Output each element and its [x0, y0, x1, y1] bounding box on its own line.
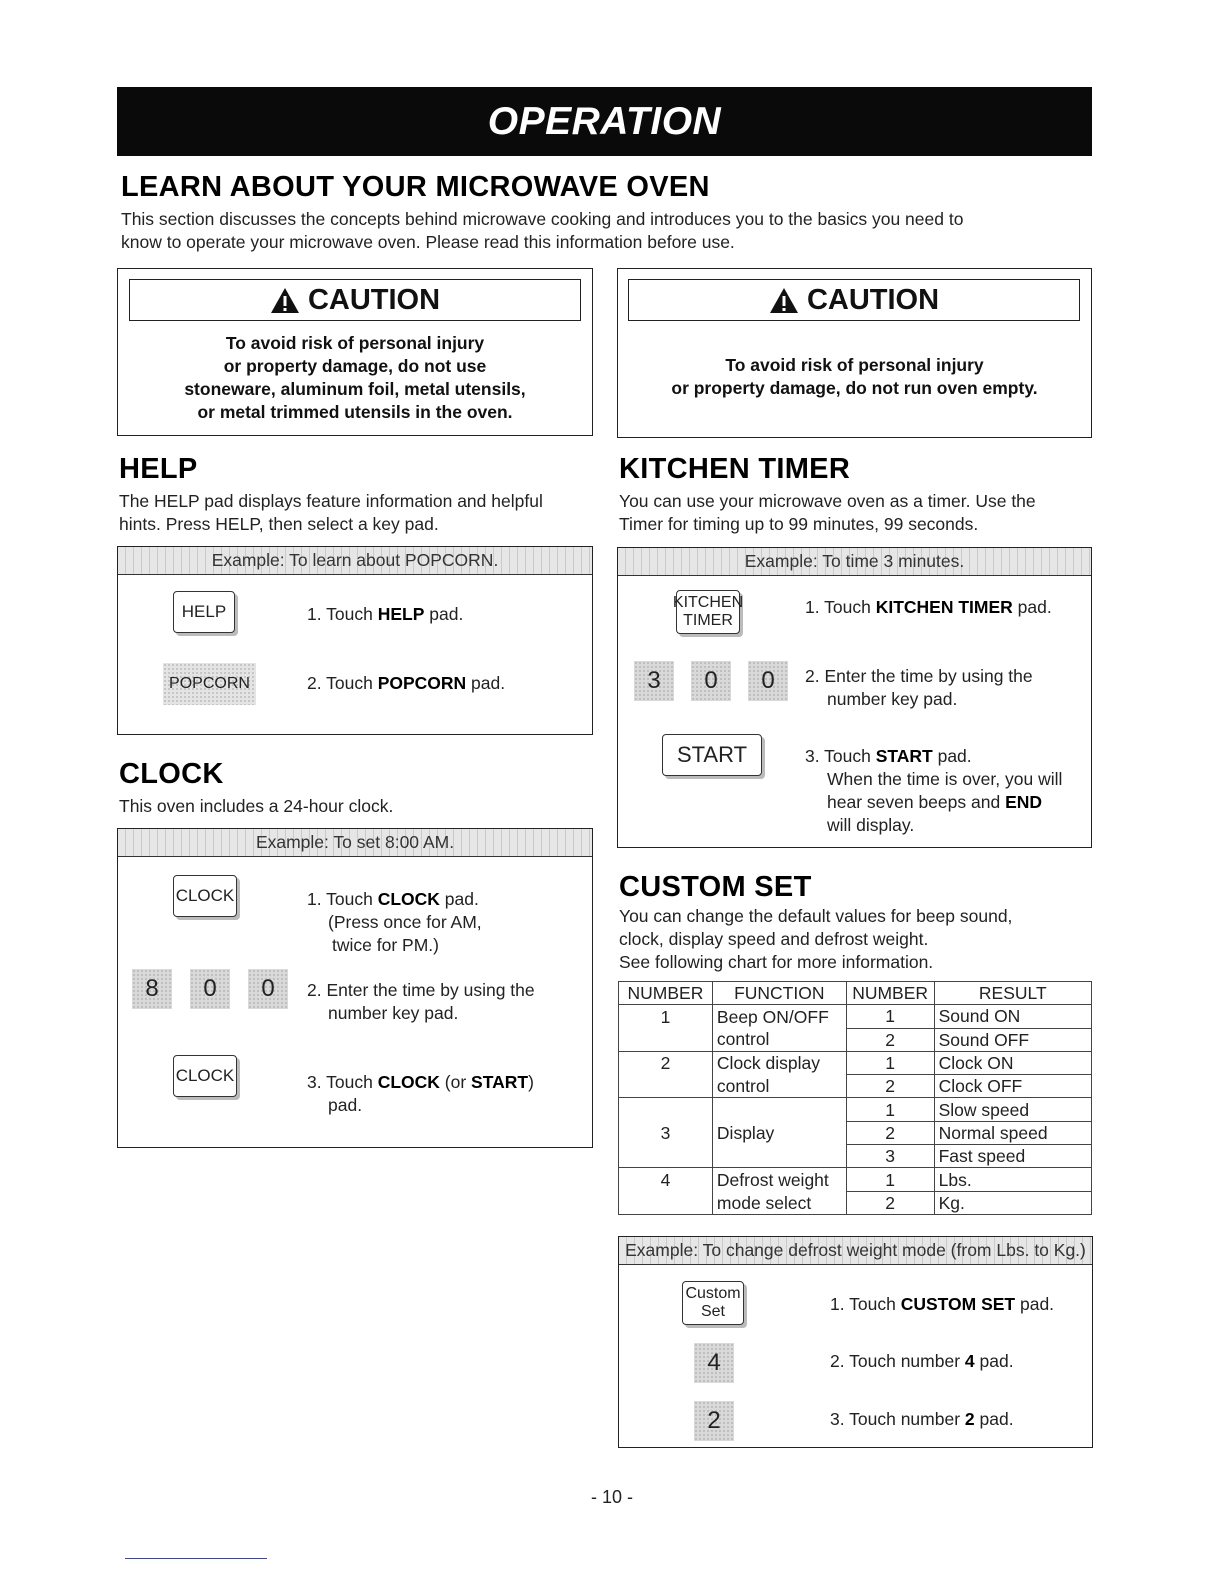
cell: 1 — [619, 1005, 713, 1028]
caution-line: stoneware, aluminum foil, metal utensils, — [184, 379, 526, 399]
custom-step2: 2. Touch number 4 pad. — [830, 1351, 1014, 1371]
caution-heading-right — [628, 279, 1080, 321]
timer-desc-line2: Timer for timing up to 99 minutes, 99 seconds. — [619, 514, 979, 534]
timer-step3-line3: hear seven beeps and END — [827, 792, 1043, 812]
cell: Kg. — [934, 1191, 1091, 1214]
cell: Display — [712, 1098, 846, 1168]
footer-divider — [125, 1558, 267, 1559]
cell: Normal speed — [934, 1121, 1091, 1144]
help-example-banner: Example: To learn about POPCORN. — [118, 547, 592, 575]
clock-step2-line1: 2. Enter the time by using the — [307, 980, 535, 1000]
table-row — [619, 1168, 1092, 1191]
cell: Sound OFF — [934, 1028, 1091, 1051]
timer-section-title: KITCHEN TIMER — [619, 453, 851, 485]
cell: Beep ON/OFF — [712, 1005, 846, 1028]
caution-line: To avoid risk of personal injury — [225, 333, 485, 353]
custom-desc-line1: You can change the default values for beep sound, — [619, 906, 1013, 926]
pad-label: Set — [700, 1303, 725, 1320]
cell: 1 — [846, 1168, 934, 1191]
clock-step1-line2: (Press once for AM, — [328, 912, 482, 932]
clock-example-box — [117, 828, 593, 1148]
custom-desc-line2: clock, display speed and defrost weight. — [619, 929, 929, 949]
custom-set-pad-icon — [682, 1281, 744, 1325]
caution-heading-left — [129, 279, 581, 321]
learn-intro-line1: This section discusses the concepts behind microwave cooking and introduces you to the basics you need to — [121, 209, 964, 229]
cell: 1 — [846, 1051, 934, 1074]
caution-line: To avoid risk of personal injury — [725, 355, 984, 375]
cell: Clock OFF — [934, 1075, 1091, 1098]
warning-triangle-icon — [769, 287, 799, 314]
custom-set-table — [618, 981, 1092, 1215]
kitchen-timer-pad-icon — [672, 590, 744, 634]
cell: 3 — [619, 1098, 713, 1168]
key-0-icon: 0 — [691, 661, 731, 701]
table-row — [619, 1075, 1092, 1098]
caution-line: or property damage, do not run oven empty. — [671, 378, 1038, 398]
key-3-icon: 3 — [634, 661, 674, 701]
pad-label: TIMER — [683, 612, 733, 629]
custom-desc-line3: See following chart for more information. — [619, 952, 934, 972]
help-section-title: HELP — [119, 453, 198, 485]
warning-triangle-icon — [270, 287, 300, 314]
header-bar — [117, 87, 1092, 156]
page-number: - 10 - — [590, 1487, 633, 1507]
key-4-icon: 4 — [694, 1343, 734, 1383]
start-pad-icon: START — [662, 734, 762, 776]
custom-example-banner: Example: To change defrost weight mode (from Lbs. to Kg.) — [619, 1237, 1092, 1265]
clock-step3-line2: pad. — [328, 1095, 363, 1115]
caution-line: or metal trimmed utensils in the oven. — [197, 402, 513, 422]
cell: control — [712, 1075, 846, 1098]
timer-step3-line4: will display. — [827, 815, 915, 835]
cell: 1 — [846, 1098, 934, 1121]
timer-step3-line2: When the time is over, you will — [827, 769, 1063, 789]
caution-line: or property damage, do not use — [223, 356, 487, 376]
cell — [619, 1028, 713, 1051]
col-header: RESULT — [934, 982, 1091, 1005]
clock-step3: 3. Touch CLOCK (or START) — [307, 1072, 534, 1092]
clock-pad-icon: CLOCK — [173, 875, 237, 917]
cell: Lbs. — [934, 1168, 1091, 1191]
timer-step1: 1. Touch KITCHEN TIMER pad. — [805, 597, 1052, 617]
cell: 4 — [619, 1168, 713, 1191]
timer-step2-line2: number key pad. — [827, 689, 958, 709]
clock-step2-line2: number key pad. — [328, 1003, 459, 1023]
help-desc-line1: The HELP pad displays feature information and helpful — [119, 491, 543, 511]
cell: Clock display — [712, 1051, 846, 1074]
cell: control — [712, 1028, 846, 1051]
timer-example-banner: Example: To time 3 minutes. — [618, 548, 1091, 576]
table-row — [619, 1191, 1092, 1214]
clock-step1-line3: twice for PM.) — [332, 935, 439, 955]
custom-step3: 3. Touch number 2 pad. — [830, 1409, 1014, 1429]
cell — [619, 1075, 713, 1098]
cell: 2 — [846, 1075, 934, 1098]
cell: 3 — [846, 1145, 934, 1168]
caution-box-left — [117, 268, 593, 436]
cell: Clock ON — [934, 1051, 1091, 1074]
timer-step3: 3. Touch START pad. — [805, 746, 972, 766]
table-row — [619, 1028, 1092, 1051]
cell: 2 — [846, 1191, 934, 1214]
col-header: NUMBER — [846, 982, 934, 1005]
caution-label: CAUTION — [307, 283, 441, 316]
clock-section-title: CLOCK — [119, 758, 224, 790]
pad-label: Custom — [685, 1285, 741, 1302]
table-row — [619, 1051, 1092, 1074]
learn-section-title: LEARN ABOUT YOUR MICROWAVE OVEN — [121, 171, 710, 203]
cell: Sound ON — [934, 1005, 1091, 1028]
help-step2: 2. Touch POPCORN pad. — [307, 673, 506, 693]
cell: mode select — [712, 1191, 846, 1214]
key-8-icon: 8 — [132, 969, 172, 1009]
caution-text-right — [618, 354, 1091, 400]
caution-text-left — [118, 332, 592, 424]
cell: 2 — [846, 1028, 934, 1051]
clock-example-banner: Example: To set 8:00 AM. — [118, 829, 592, 857]
custom-step1: 1. Touch CUSTOM SET pad. — [830, 1294, 1055, 1314]
help-example-box — [117, 546, 593, 735]
pad-label: KITCHEN — [672, 594, 744, 611]
col-header: NUMBER — [619, 982, 713, 1005]
key-0-icon: 0 — [190, 969, 230, 1009]
clock-pad-icon: CLOCK — [173, 1055, 237, 1097]
key-2-icon: 2 — [694, 1401, 734, 1441]
cell: 2 — [619, 1051, 713, 1074]
table-header-row — [619, 982, 1092, 1005]
cell — [619, 1191, 713, 1214]
col-header: FUNCTION — [712, 982, 846, 1005]
custom-example-box — [618, 1236, 1093, 1448]
table-row — [619, 1005, 1092, 1028]
cell: 1 — [846, 1005, 934, 1028]
key-0-icon: 0 — [248, 969, 288, 1009]
custom-section-title: CUSTOM SET — [619, 871, 812, 903]
cell: Slow speed — [934, 1098, 1091, 1121]
popcorn-pad-icon: POPCORN — [163, 663, 256, 705]
caution-label: CAUTION — [806, 283, 940, 316]
clock-step1: 1. Touch CLOCK pad. — [307, 889, 479, 909]
clock-desc: This oven includes a 24-hour clock. — [119, 796, 394, 816]
key-0-icon: 0 — [748, 661, 788, 701]
cell: Fast speed — [934, 1145, 1091, 1168]
cell: Defrost weight — [712, 1168, 846, 1191]
learn-intro-line2: know to operate your microwave oven. Please read this information before use. — [121, 232, 735, 252]
timer-step2-line1: 2. Enter the time by using the — [805, 666, 1033, 686]
help-desc-line2: hints. Press HELP, then select a key pad. — [119, 514, 439, 534]
page-header-title: OPERATION — [487, 99, 722, 143]
help-pad-icon: HELP — [173, 591, 235, 633]
table-row — [619, 1098, 1092, 1121]
help-step1: 1. Touch HELP pad. — [307, 604, 464, 624]
cell: 2 — [846, 1121, 934, 1144]
caution-box-right — [617, 268, 1092, 438]
timer-desc-line1: You can use your microwave oven as a timer. Use the — [619, 491, 1036, 511]
timer-example-box — [617, 547, 1092, 848]
